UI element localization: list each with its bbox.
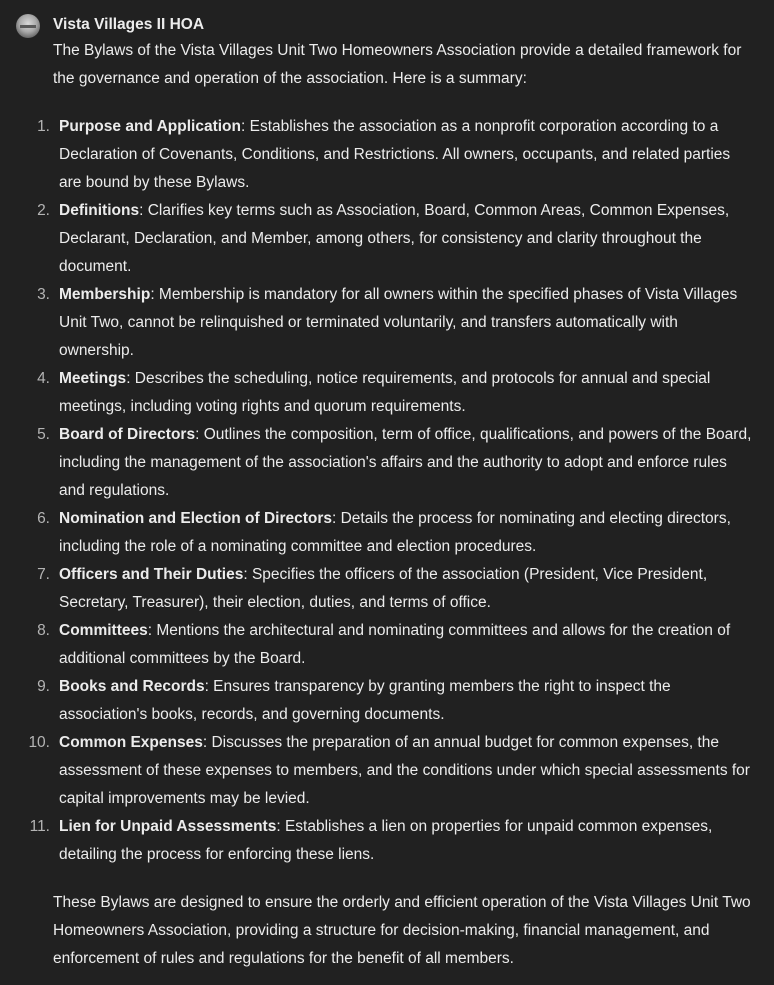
list-item-number: 8. (37, 622, 50, 639)
list-item (37, 617, 753, 673)
list-item-title: Books and Records (59, 678, 205, 695)
list-item (29, 813, 753, 869)
avatar (16, 14, 40, 38)
list-item-number: 6. (37, 510, 50, 527)
list-item-text: : Clarifies key terms such as Association, Board, Common Areas, Common Expenses, Declarant, Declaration, and Member, among others, for consistency and clarity throughout the document. (59, 202, 730, 275)
list-item-number: 4. (37, 370, 50, 387)
list-item (37, 673, 753, 729)
list-item-text: : Mentions the architectural and nominating committees and allows for the creation of additional committees by the Board. (59, 622, 731, 667)
list-item-title: Committees (59, 622, 148, 639)
list-item (37, 505, 753, 561)
list-item-number: 1. (37, 118, 50, 135)
list-item-title: Nomination and Election of Directors (59, 510, 332, 527)
assistant-message (28, 12, 753, 973)
list-item (37, 365, 753, 421)
list-item-text: : Ensures transparency by granting members the right to inspect the association's books, records, and governing documents. (59, 678, 671, 723)
message-intro: The Bylaws of the Vista Villages Unit Two Homeowners Association provide a detailed framework for the governance and operation of the association. Here is a summary: (53, 42, 742, 87)
list-item-text: : Describes the scheduling, notice requirements, and protocols for annual and special meetings, including voting rights and quorum requirements. (59, 370, 711, 415)
list-item-number: 2. (37, 202, 50, 219)
list-item-title: Board of Directors (59, 426, 196, 443)
list-item (37, 281, 753, 365)
list-item (28, 729, 753, 813)
list-item-text: : Specifies the officers of the association (President, Vice President, Secretary, Treasurer), their election, duties, and terms of office. (59, 566, 708, 611)
list-item-title: Purpose and Application (59, 118, 241, 135)
list-item-title: Meetings (59, 370, 127, 387)
list-item-text: : Establishes the association as a nonprofit corporation according to a Declaration of Covenants, Conditions, and Restrictions. All owners, occupants, and related parties are bound by these Bylaws. (59, 118, 731, 191)
list-item-title: Lien for Unpaid Assessments (59, 818, 277, 835)
list-item (37, 421, 753, 505)
list-item-title: Membership (59, 286, 151, 303)
list-item-number: 10. (28, 734, 50, 751)
list-item-text: : Details the process for nominating and electing directors, including the role of a nominating committee and election procedures. (59, 510, 731, 555)
list-item (37, 113, 753, 197)
list-item-number: 5. (37, 426, 50, 443)
list-item (37, 197, 753, 281)
list-item-number: 7. (37, 566, 50, 583)
message-outro: These Bylaws are designed to ensure the orderly and efficient operation of the Vista Villages Unit Two Homeowners Association, providing a structure for decision-making, financial management, and enforcement of rules and regulations for the benefit of all members. (53, 894, 751, 967)
list-item-title: Common Expenses (59, 734, 203, 751)
list-item-title: Definitions (59, 202, 140, 219)
bylaws-summary-list (28, 113, 753, 869)
list-item-number: 9. (37, 678, 50, 695)
message-author: Vista Villages II HOA (53, 16, 205, 33)
list-item-title: Officers and Their Duties (59, 566, 244, 583)
list-item-text: : Membership is mandatory for all owners within the specified phases of Vista Villages Unit Two, cannot be relinquished or terminated voluntarily, and transfers automatically with ownership. (59, 286, 738, 359)
list-item-text: : Establishes a lien on properties for unpaid common expenses, detailing the process for enforcing these liens. (59, 818, 713, 863)
list-item-text: : Outlines the composition, term of office, qualifications, and powers of the Board, including the management of the association's affairs and the authority to adopt and enforce rules and regulations. (59, 426, 752, 499)
list-item-text: : Discusses the preparation of an annual budget for common expenses, the assessment of these expenses to members, and the conditions under which special assessments for capital improvements may be levied. (59, 734, 750, 807)
list-item (37, 561, 753, 617)
list-item-number: 11. (29, 818, 50, 835)
list-item-number: 3. (37, 286, 50, 303)
